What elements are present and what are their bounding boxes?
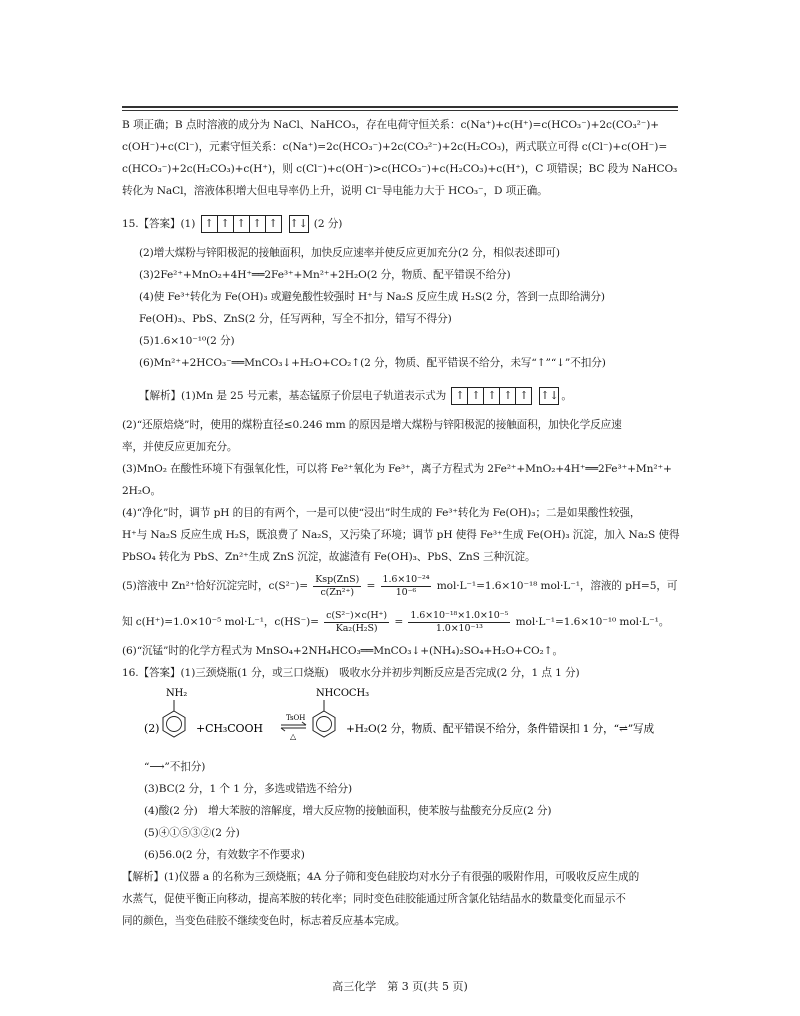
analysis-1-suffix: 。 <box>561 390 572 402</box>
orbital-box: ↑ <box>234 216 250 232</box>
text-line: 率，并使反应更加充分。 <box>122 441 238 453</box>
text-line: c(HCO₃⁻)+2c(H₂CO₃)+c(H⁺)，则 c(Cl⁻)+c(OH⁻)>c(HCO₃⁻)+c(H₂CO₃)+c(H⁺)，C 项错误；BC 段为 NaHCO₃ <box>122 163 678 175</box>
fraction <box>324 610 389 635</box>
text-line: (2)“还原焙烧”时，使用的煤粉直径≤0.246 mm 的原因是增大煤粉与锌阳极泥的接触面积，加快化学反应速 <box>122 419 622 431</box>
orbital-box: ↑ <box>218 216 234 232</box>
analysis-5a <box>122 568 682 604</box>
text-line: B 项正确；B 点时溶液的成分为 NaCl、NaHCO₃，存在电荷守恒关系：c(Na⁺)+c(H⁺)=c(HCO₃⁻)+2c(CO₃²⁻)+ <box>122 119 660 131</box>
text-run: mol·L⁻¹=1.6×10⁻¹⁰ mol·L⁻¹。 <box>515 616 670 628</box>
text-line: 水蒸气，促使平衡正向移动，提高苯胺的转化率；同时变色硅胶能通过所含氯化钴结晶水的数量变化而显示不 <box>122 893 626 905</box>
condition-catalyst: TsOH <box>286 714 306 722</box>
orbital-box: ↑ <box>484 388 500 404</box>
text-line: 【解析】(1)仪器 a 的名称为三颈烧瓶；4A 分子筛和变色硅胶均对水分子有很强的吸附作用，可吸收反应生成的 <box>122 871 640 883</box>
aniline-ring-circle <box>167 717 182 732</box>
text-line: (3)MnO₂ 在酸性环境下有强氧化性，可以将 Fe²⁺氧化为 Fe³⁺，离子方程式为 2Fe²⁺+MnO₂+4H⁺══2Fe³⁺+Mn²⁺+ <box>122 463 672 475</box>
text-line: (2)增大煤粉与锌阳极泥的接触面积，加快反应速率并使反应更加充分(2 分，相似表述即可) <box>139 247 560 259</box>
orbital-4s <box>289 206 309 242</box>
fraction-den: 10⁻⁶ <box>395 586 417 598</box>
acetanilide-label: NHCOCH₃ <box>316 688 370 699</box>
fraction-den: c(Zn²⁺) <box>320 586 355 598</box>
q15-score: (2 分) <box>313 218 343 230</box>
text-line: (4)酸(2 分) 增大苯胺的溶解度，增大反应物的接触面积，使苯胺与盐酸充分反应(2 分) <box>144 805 552 817</box>
orbital-box: ↑↓ <box>289 217 308 230</box>
page-footer: 高三化学 第 3 页(共 5 页) <box>332 980 468 993</box>
fraction <box>381 574 432 599</box>
fraction <box>313 574 361 599</box>
text-line: 转化为 NaCl，溶液体积增大但电导率仍上升，说明 Cl⁻导电能力大于 HCO₃⁻，D 项正确。 <box>122 185 548 197</box>
text-run: = <box>366 580 376 592</box>
text-line: (3)2Fe²⁺+MnO₂+4H⁺══2Fe³⁺+Mn²⁺+2H₂O(2 分，物质、配平错误不给分) <box>139 269 511 281</box>
header-rule-top <box>122 106 678 108</box>
header-rule-bottom <box>122 110 678 111</box>
fraction-num: 1.6×10⁻²⁴ <box>382 573 430 585</box>
fraction-den: 1.0×10⁻¹³ <box>435 622 483 634</box>
text-line: H⁺与 Na₂S 反应生成 H₂S，既浪费了 Na₂S，又污染了环境；调节 pH 使得 Fe³⁺生成 Fe(OH)₃ 沉淀，加入 Na₂S 使得 <box>122 529 680 541</box>
text-line: “⟶”不扣分) <box>144 761 206 773</box>
text-line: (4)使 Fe³⁺转化为 Fe(OH)₃ 或避免酸性较强时 H⁺与 Na₂S 反应生成 H₂S(2 分，答到一点即给满分) <box>139 291 605 303</box>
reaction-equation <box>122 684 682 756</box>
text-line: 同的颜色，当变色硅胶不继续变色时，标志着反应基本完成。 <box>122 915 406 927</box>
orbital-3d <box>451 378 532 414</box>
orbital-box: ↑ <box>468 388 484 404</box>
orbital-box: ↑ <box>500 388 516 404</box>
text-line: (5)1.6×10⁻¹⁰(2 分) <box>139 335 235 347</box>
acetanilide-ring-circle <box>317 717 332 732</box>
orbital-3d <box>201 206 282 242</box>
text-run: = <box>394 616 404 628</box>
text-line: (4)“净化”时，调节 pH 的目的有两个，一是可以使“浸出”时生成的 Fe³⁺转化为 Fe(OH)₃；二是如果酸性较强， <box>122 507 641 519</box>
aniline-nh2-label: NH₂ <box>166 688 188 699</box>
analysis-5b <box>122 604 682 640</box>
fraction-num: Ksp(ZnS) <box>315 573 360 585</box>
text-run: 知 c(H⁺)=1.0×10⁻⁵ mol·L⁻¹，c(HS⁻)= <box>122 616 319 628</box>
text-line: (5)④①⑤③②(2 分) <box>144 827 240 839</box>
reaction-svg <box>122 684 682 756</box>
text-line: c(OH⁻)+c(Cl⁻)，元素守恒关系：c(Na⁺)=2c(HCO₃⁻)+2c(CO₃²⁻)+2c(H₂CO₃)，两式联立可得 c(Cl⁻)+c(OH⁻)= <box>122 141 668 153</box>
reaction-label: (2) <box>144 722 160 735</box>
text-run: (5)溶液中 Zn²⁺恰好沉淀完时，c(S²⁻)= <box>122 580 309 592</box>
text-line: (6)“沉锰”时的化学方程式为 MnSO₄+2NH₄HCO₃══MnCO₃↓+(NH₄)₂SO₄+H₂O+CO₂↑。 <box>122 645 563 657</box>
reaction-note: +H₂O(2 分，物质、配平错误不给分，条件错误扣 1 分，“⇌”写成 <box>346 723 655 735</box>
fraction-num: c(S²⁻)×c(H⁺) <box>326 609 388 621</box>
q15-prefix: 15.【答案】(1) <box>122 218 196 230</box>
answer-page <box>122 114 682 932</box>
text-line: (3)BC(2 分，1 个 1 分，多选或错选不给分) <box>144 783 353 795</box>
orbital-box: ↑↓ <box>540 389 559 402</box>
text-line: 16.【答案】(1)三颈烧瓶(1 分，或三口烧瓶) 吸收水分并初步判断反应是否完成(2 分，1 点 1 分) <box>122 667 580 679</box>
orbital-box: ↑ <box>452 388 468 404</box>
condition-heat: △ <box>290 732 297 741</box>
fraction-num: 1.6×10⁻¹⁸×1.0×10⁻⁵ <box>410 609 509 621</box>
orbital-4s <box>539 378 559 414</box>
fraction <box>408 610 510 635</box>
analysis-1-prefix: 【解析】(1)Mn 是 25 号元素，基态锰原子价层电子轨道表示式为 <box>139 390 447 402</box>
text-line: (6)56.0(2 分，有效数字不作要求) <box>144 849 305 861</box>
q15-answer-1 <box>122 206 682 242</box>
orbital-box: ↑ <box>202 216 218 232</box>
text-line: 2H₂O。 <box>122 485 162 497</box>
reagent-acetic-acid: +CH₃COOH <box>196 722 263 735</box>
orbital-box: ↑ <box>268 217 278 230</box>
analysis-1 <box>122 378 682 414</box>
text-run: mol·L⁻¹=1.6×10⁻¹⁸ mol·L⁻¹，溶液的 pH=5，可 <box>436 580 678 592</box>
orbital-box: ↑ <box>250 216 266 232</box>
orbital-box: ↑ <box>519 389 529 402</box>
text-line: PbSO₄ 转化为 PbS、Zn²⁺生成 ZnS 沉淀，故滤渣有 Fe(OH)₃、PbS、ZnS 三种沉淀。 <box>122 551 536 563</box>
text-line: Fe(OH)₃、PbS、ZnS(2 分，任写两种，写全不扣分，错写不得分) <box>139 313 452 325</box>
text-line: (6)Mn²⁺+2HCO₃⁻══MnCO₃↓+H₂O+CO₂↑(2 分，物质、配平错误不给分，未写“↑”“↓”不扣分) <box>139 357 606 369</box>
fraction-den: Ka₂(H₂S) <box>335 622 378 634</box>
